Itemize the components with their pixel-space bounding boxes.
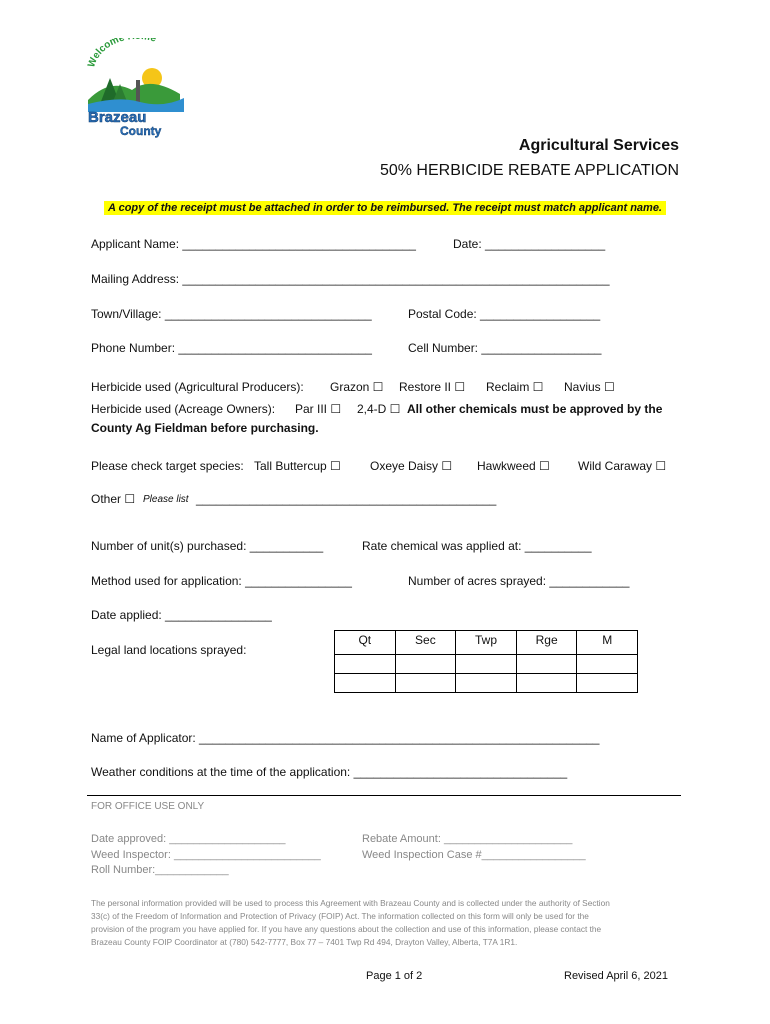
postal-code-field[interactable]: Postal Code: __________________ <box>408 307 601 321</box>
col-rge: Rge <box>516 631 577 655</box>
rate-applied-field[interactable]: Rate chemical was applied at: __________ <box>362 539 592 553</box>
species-label: Please check target species: <box>91 459 244 473</box>
option-reclaim[interactable]: Reclaim ☐ <box>486 380 544 394</box>
table-cell[interactable] <box>456 655 517 674</box>
town-field[interactable]: Town/Village: _______________________________ <box>91 307 372 321</box>
please-list-label: Please list <box>143 494 189 505</box>
approval-note: All other chemicals must be approved by the <box>407 402 663 416</box>
option-oxeye-daisy[interactable]: Oxeye Daisy ☐ <box>370 459 453 473</box>
option-par-iii[interactable]: Par III ☐ <box>295 402 342 416</box>
county-logo <box>80 38 190 138</box>
table-cell[interactable] <box>577 655 638 674</box>
page-subtitle: 50% HERBICIDE REBATE APPLICATION <box>379 162 679 179</box>
mailing-address-field[interactable]: Mailing Address: ________________________________________________________________ <box>91 272 610 286</box>
privacy-line-2: 33(c) of the Freedom of Information and Protection of Privacy (FOIP) Act. The information collected on this form will only be used for the <box>91 911 589 921</box>
herbicide-acreage-label: Herbicide used (Acreage Owners): <box>91 402 276 416</box>
page-title: Agricultural Services <box>518 137 679 154</box>
date-field[interactable]: Date: __________________ <box>453 237 606 251</box>
privacy-line-1: The personal information provided will be used to process this Agreement with Brazeau County and is collected under the authority of Section <box>91 898 610 908</box>
legal-land-label: Legal land locations sprayed: <box>91 643 247 657</box>
units-purchased-field[interactable]: Number of unit(s) purchased: ___________ <box>91 539 324 553</box>
method-field[interactable]: Method used for application: ________________ <box>91 574 352 588</box>
table-cell[interactable] <box>516 655 577 674</box>
option-other[interactable]: Other ☐ <box>91 492 136 506</box>
table-cell[interactable] <box>335 674 396 693</box>
legal-land-table <box>334 630 638 693</box>
option-tall-buttercup[interactable]: Tall Buttercup ☐ <box>254 459 341 473</box>
acres-sprayed-field[interactable]: Number of acres sprayed: ____________ <box>408 574 630 588</box>
phone-field[interactable]: Phone Number: _____________________________ <box>91 341 372 355</box>
receipt-notice: A copy of the receipt must be attached in order to be reimbursed. The receipt must match applicant name. <box>104 201 666 215</box>
date-approved-field[interactable]: Date approved: ___________________ <box>91 833 286 845</box>
table-cell[interactable] <box>456 674 517 693</box>
table-cell[interactable] <box>395 674 456 693</box>
col-twp: Twp <box>456 631 517 655</box>
col-qt: Qt <box>335 631 396 655</box>
herbicide-ag-label: Herbicide used (Agricultural Producers): <box>91 380 304 394</box>
privacy-line-3: provision of the program you have applied for. If you have any questions about the collection and use of this information, please contact the <box>91 924 602 934</box>
office-divider <box>87 795 681 796</box>
option-hawkweed[interactable]: Hawkweed ☐ <box>477 459 550 473</box>
col-sec: Sec <box>395 631 456 655</box>
rebate-amount-field[interactable]: Rebate Amount: _____________________ <box>362 833 573 845</box>
table-row <box>335 655 638 674</box>
table-cell[interactable] <box>395 655 456 674</box>
option-grazon[interactable]: Grazon ☐ <box>330 380 384 394</box>
table-header-row <box>335 631 638 655</box>
other-species-field[interactable]: _____________________________________________ <box>196 492 497 506</box>
col-m: M <box>577 631 638 655</box>
logo-welcome-text: Welcome e <box>86 38 158 69</box>
logo-brand-county: County <box>120 124 162 138</box>
option-wild-caraway[interactable]: Wild Caraway ☐ <box>578 459 667 473</box>
revised-date: Revised April 6, 2021 <box>564 970 668 982</box>
cell-field[interactable]: Cell Number: __________________ <box>408 341 602 355</box>
option-2-4-d[interactable]: 2,4-D ☐ <box>357 402 401 416</box>
logo-graphic <box>80 38 190 138</box>
approval-note-cont: County Ag Fieldman before purchasing. <box>91 421 319 435</box>
logo-brand-brazeau: Brazeau <box>88 109 147 126</box>
date-applied-field[interactable]: Date applied: ________________ <box>91 608 272 622</box>
weed-inspector-field[interactable]: Weed Inspector: ________________________ <box>91 849 321 861</box>
option-navius[interactable]: Navius ☐ <box>564 380 615 394</box>
table-cell[interactable] <box>577 674 638 693</box>
applicant-name-field[interactable]: Applicant Name: ___________________________________ <box>91 237 416 251</box>
applicator-name-field[interactable]: Name of Applicator: ____________________________________________________________ <box>91 731 600 745</box>
table-row <box>335 674 638 693</box>
roll-number-field[interactable]: Roll Number:____________ <box>91 864 229 876</box>
privacy-line-4: Brazeau County FOIP Coordinator at (780) 542-7777, Box 77 – 7401 Twp Rd 494, Drayton Valley, Alberta, T7A 1R1. <box>91 937 518 947</box>
option-restore[interactable]: Restore II ☐ <box>399 380 466 394</box>
weather-field[interactable]: Weather conditions at the time of the application: ________________________________ <box>91 765 568 779</box>
table-cell[interactable] <box>335 655 396 674</box>
office-use-heading: FOR OFFICE USE ONLY <box>91 801 205 812</box>
inspection-case-field[interactable]: Weed Inspection Case #_________________ <box>362 849 586 861</box>
page-number: Page 1 of 2 <box>366 970 423 982</box>
table-cell[interactable] <box>516 674 577 693</box>
